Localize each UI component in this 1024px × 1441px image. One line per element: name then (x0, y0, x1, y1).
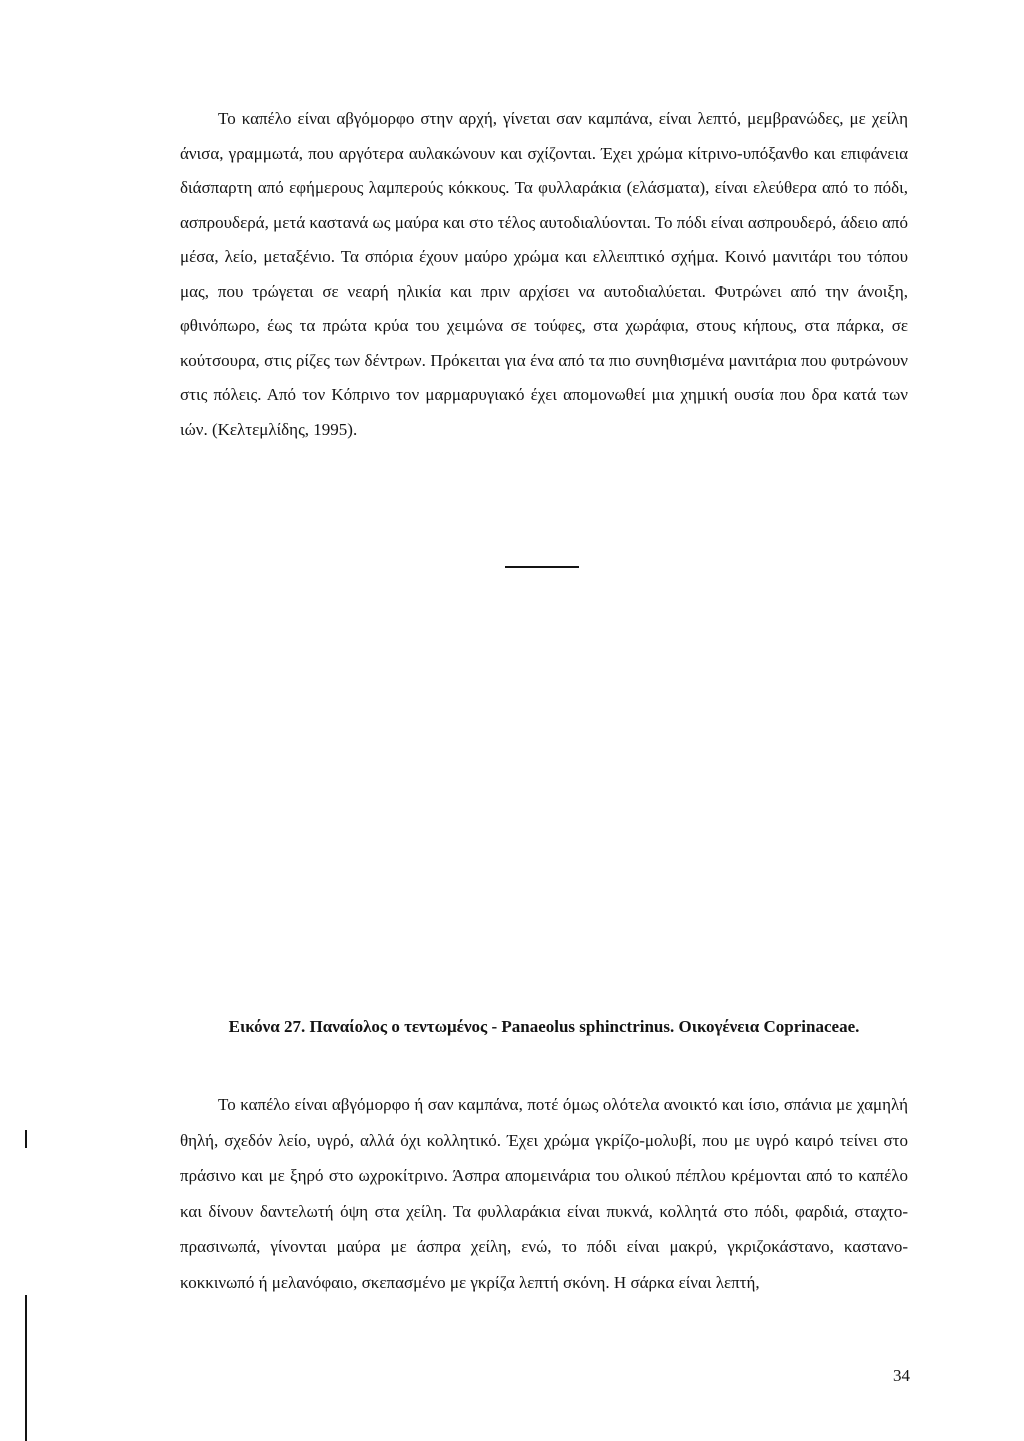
page-number: 34 (893, 1366, 910, 1385)
paragraph-coprinus: Το καπέλο είναι αβγόμορφο στην αρχή, γίνεται σαν καμπάνα, είναι λεπτό, μεμβρανώδες, με χείλη άνισα, γραμμωτά, που αργότερα αυλακώνουν και σχίζονται. Έχει χρώμα κίτρινο-υπόξανθο και επιφάνεια διάσπαρτη από εφήμερους λαμπερούς κόκκους. Τα φυλλαράκια (ελάσματα), είναι ελεύθερα από το πόδι, ασπρουδερά, μετά καστανά ως μαύρα και στο τέλος αυτοδιαλύονται. Το πόδι είναι ασπρουδερό, άδειο από μέσα, λείο, μεταξένιο. Τα σπόρια έχουν μαύρο χρώμα και ελλειπτικό σχήμα. Κοινό μανιτάρι του τόπου μας, που τρώγεται σε νεαρή ηλικία και πριν αρχίσει να αυτοδιαλύεται. Φυτρώνει από την άνοιξη, φθινόπωρο, έως τα πρώτα κρύα του χειμώνα σε τούφες, στα χωράφια, στους κήπους, στα πάρκα, σε κούτσουρα, στις ρίζες των δέντρων. Πρόκειται για ένα από τα πιο συνηθισμένα μανιτάρια που φυτρώνουν στις πόλεις. Από τον Κόπρινο τον μαρμαρυγιακό έχει απομονωθεί μια χημική ουσία που δρα κατά των ιών. (Κελτεμλίδης, 1995). (180, 109, 908, 439)
margin-scan-line (25, 1130, 27, 1148)
margin-scan-line (25, 1295, 27, 1441)
paragraph-panaeolus: Το καπέλο είναι αβγόμορφο ή σαν καμπάνα, ποτέ όμως ολότελα ανοικτό και ίσιο, σπάνια με χαμηλή θηλή, σχεδόν λείο, υγρό, αλλά όχι κολλητικό. Έχει χρώμα γκρίζο-μολυβί, που με υγρό καιρό τείνει στο πράσινο και με ξηρό στο ωχροκίτρινο. Άσπρα απομεινάρια του ολικού πέπλου κρέμονται από το καπέλο και δίνουν δαντελωτή όψη στα χείλη. Τα φυλλαράκια είναι πυκνά, κολλητά στο πόδι, φαρδιά, σταχτο-πρασινωπά, γίνονται μαύρα με άσπρα χείλη, ενώ, το πόδι είναι μακρύ, γκριζοκάστανο, καστανο-κοκκινωπό ή μελανόφαιο, σκεπασμένο με γκρίζα λεπτή σκόνη. Η σάρκα είναι λεπτή, (180, 1095, 908, 1292)
section-divider (505, 566, 579, 568)
figure-caption: Εικόνα 27. Παναίολος ο τεντωμένος - Panaeolus sphinctrinus. Οικογένεια Coprinaceae. (228, 1017, 860, 1036)
